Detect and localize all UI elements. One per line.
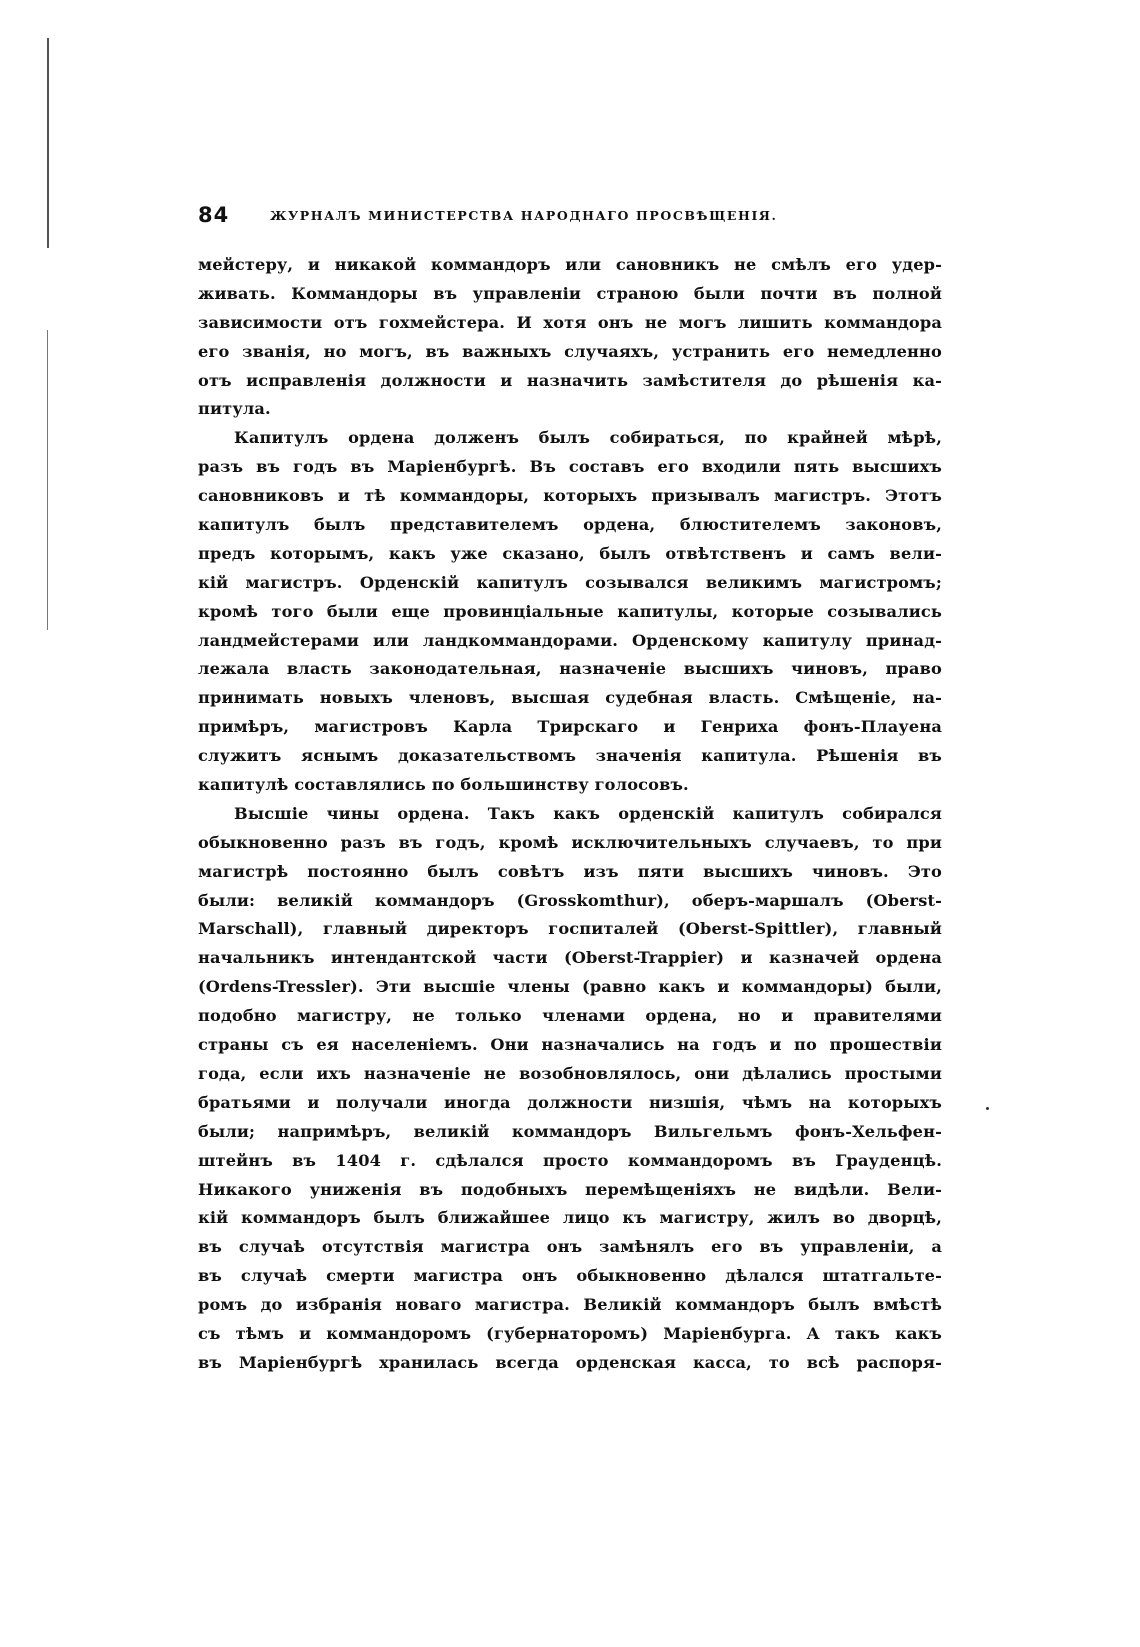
text-line: обыкновенно разъ въ годъ, кромѣ исключительныхъ случаевъ, то при (198, 832, 942, 852)
text-line: были: великій коммандоръ (Grosskomthur), оберъ-маршалъ (Oberst- (198, 890, 942, 910)
speck-mark (986, 1107, 989, 1110)
text-line: братьями и получали иногда должности низшія, чѣмъ на которыхъ (198, 1092, 942, 1112)
text-line: зависимости отъ гохмейстера. И хотя онъ не могъ лишить коммандора (198, 312, 942, 332)
page-number: 84 (198, 203, 230, 227)
text-line: лежала власть законодательная, назначеніе высшихъ чиновъ, право (198, 659, 942, 679)
text-line: въ Маріенбургѣ хранилась всегда орденская касса, то всѣ распоря- (198, 1352, 942, 1372)
text-line: мейстеру, и никакой коммандоръ или сановникъ не смѣлъ его удер- (198, 255, 942, 274)
text-line: сановниковъ и тѣ коммандоры, которыхъ призывалъ магистръ. Этотъ (198, 486, 942, 506)
text-line: (Ordens-Tressler). Эти высшіе члены (равно какъ и коммандоры) были, (198, 977, 942, 997)
text-line: ландмейстерами или ландкоммандорами. Орденскому капитулу принад- (198, 630, 942, 650)
scan-edge-line (47, 38, 49, 248)
text-line: были; напримѣръ, великій коммандоръ Вильгельмъ фонъ-Хельфен- (198, 1121, 942, 1141)
text-line: служитъ яснымъ доказательствомъ значенія капитула. Рѣшенія въ (198, 746, 942, 766)
text-line: его званія, но могъ, въ важныхъ случаяхъ, устранить его немедленно (198, 341, 942, 361)
text-line: капитулъ былъ представителемъ ордена, блюстителемъ законовъ, (198, 515, 942, 535)
text-line: примѣръ, магистровъ Карла Трирскаго и Генриха фонъ-Плауена (198, 717, 942, 737)
text-line: ромъ до избранія новаго магистра. Великій коммандоръ былъ вмѣстѣ (198, 1295, 942, 1315)
text-line: кій магистръ. Орденскій капитулъ созывался великимъ магистромъ; (198, 572, 942, 592)
text-line: Никакого униженія въ подобныхъ перемѣщеніяхъ не видѣли. Вели- (198, 1179, 942, 1199)
page-header (198, 203, 938, 233)
text-line: страны съ ея населеніемъ. Они назначались на годъ и по прошествіи (198, 1035, 942, 1055)
text-line: въ случаѣ отсутствія магистра онъ замѣнялъ его въ управленіи, а (198, 1237, 942, 1257)
text-line: начальникъ интендантской части (Oberst-Trappier) и казначей ордена (198, 948, 942, 968)
text-line: съ тѣмъ и коммандоромъ (губернаторомъ) Маріенбурга. А такъ какъ (198, 1323, 942, 1343)
body-text (198, 251, 942, 1378)
text-line: отъ исправленія должности и назначить замѣстителя до рѣшенія ка- (198, 370, 942, 390)
text-line: предъ которымъ, какъ уже сказано, былъ отвѣтственъ и самъ вели- (198, 543, 942, 563)
text-line: подобно магистру, не только членами ордена, но и правителями (198, 1006, 942, 1026)
text-line: питула. (198, 399, 271, 419)
paragraph-start-line: Высшіе чины ордена. Такъ какъ орденскій капитулъ собирался (234, 803, 942, 823)
text-line: кій коммандоръ былъ ближайшее лицо къ магистру, жилъ во дворцѣ, (198, 1208, 942, 1228)
text-line: штейнъ въ 1404 г. сдѣлался просто коммандоромъ въ Грауденцѣ. (198, 1150, 942, 1170)
text-line: магистрѣ постоянно былъ совѣтъ изъ пяти высшихъ чиновъ. Это (198, 861, 942, 881)
paragraph-start-line: Капитулъ ордена долженъ былъ собираться, по крайней мѣрѣ, (234, 428, 942, 448)
text-line: года, если ихъ назначеніе не возобновлялось, они дѣлались простыми (198, 1063, 942, 1083)
text-line: капитулѣ составлялись по большинству голосовъ. (198, 775, 689, 795)
text-line: въ случаѣ смерти магистра онъ обыкновенно дѣлался штатгальте- (198, 1266, 942, 1286)
text-line: кромѣ того были еще провинціальные капитулы, которые созывались (198, 601, 942, 621)
text-line: Marschall), главный директоръ госпиталей (Oberst-Spittler), главный (198, 919, 942, 939)
text-line: принимать новыхъ членовъ, высшая судебная власть. Смѣщеніе, на- (198, 688, 942, 708)
text-line: разъ въ годъ въ Маріенбургѣ. Въ составъ его входили пять высшихъ (198, 457, 942, 477)
scan-edge-line (47, 330, 48, 630)
running-title: ЖУРНАЛЪ МИНИСТЕРСТВА НАРОДНАГО ПРОСВѢЩЕНІЯ. (270, 208, 778, 223)
text-line: живать. Коммандоры въ управленіи страною были почти въ полной (198, 283, 942, 303)
